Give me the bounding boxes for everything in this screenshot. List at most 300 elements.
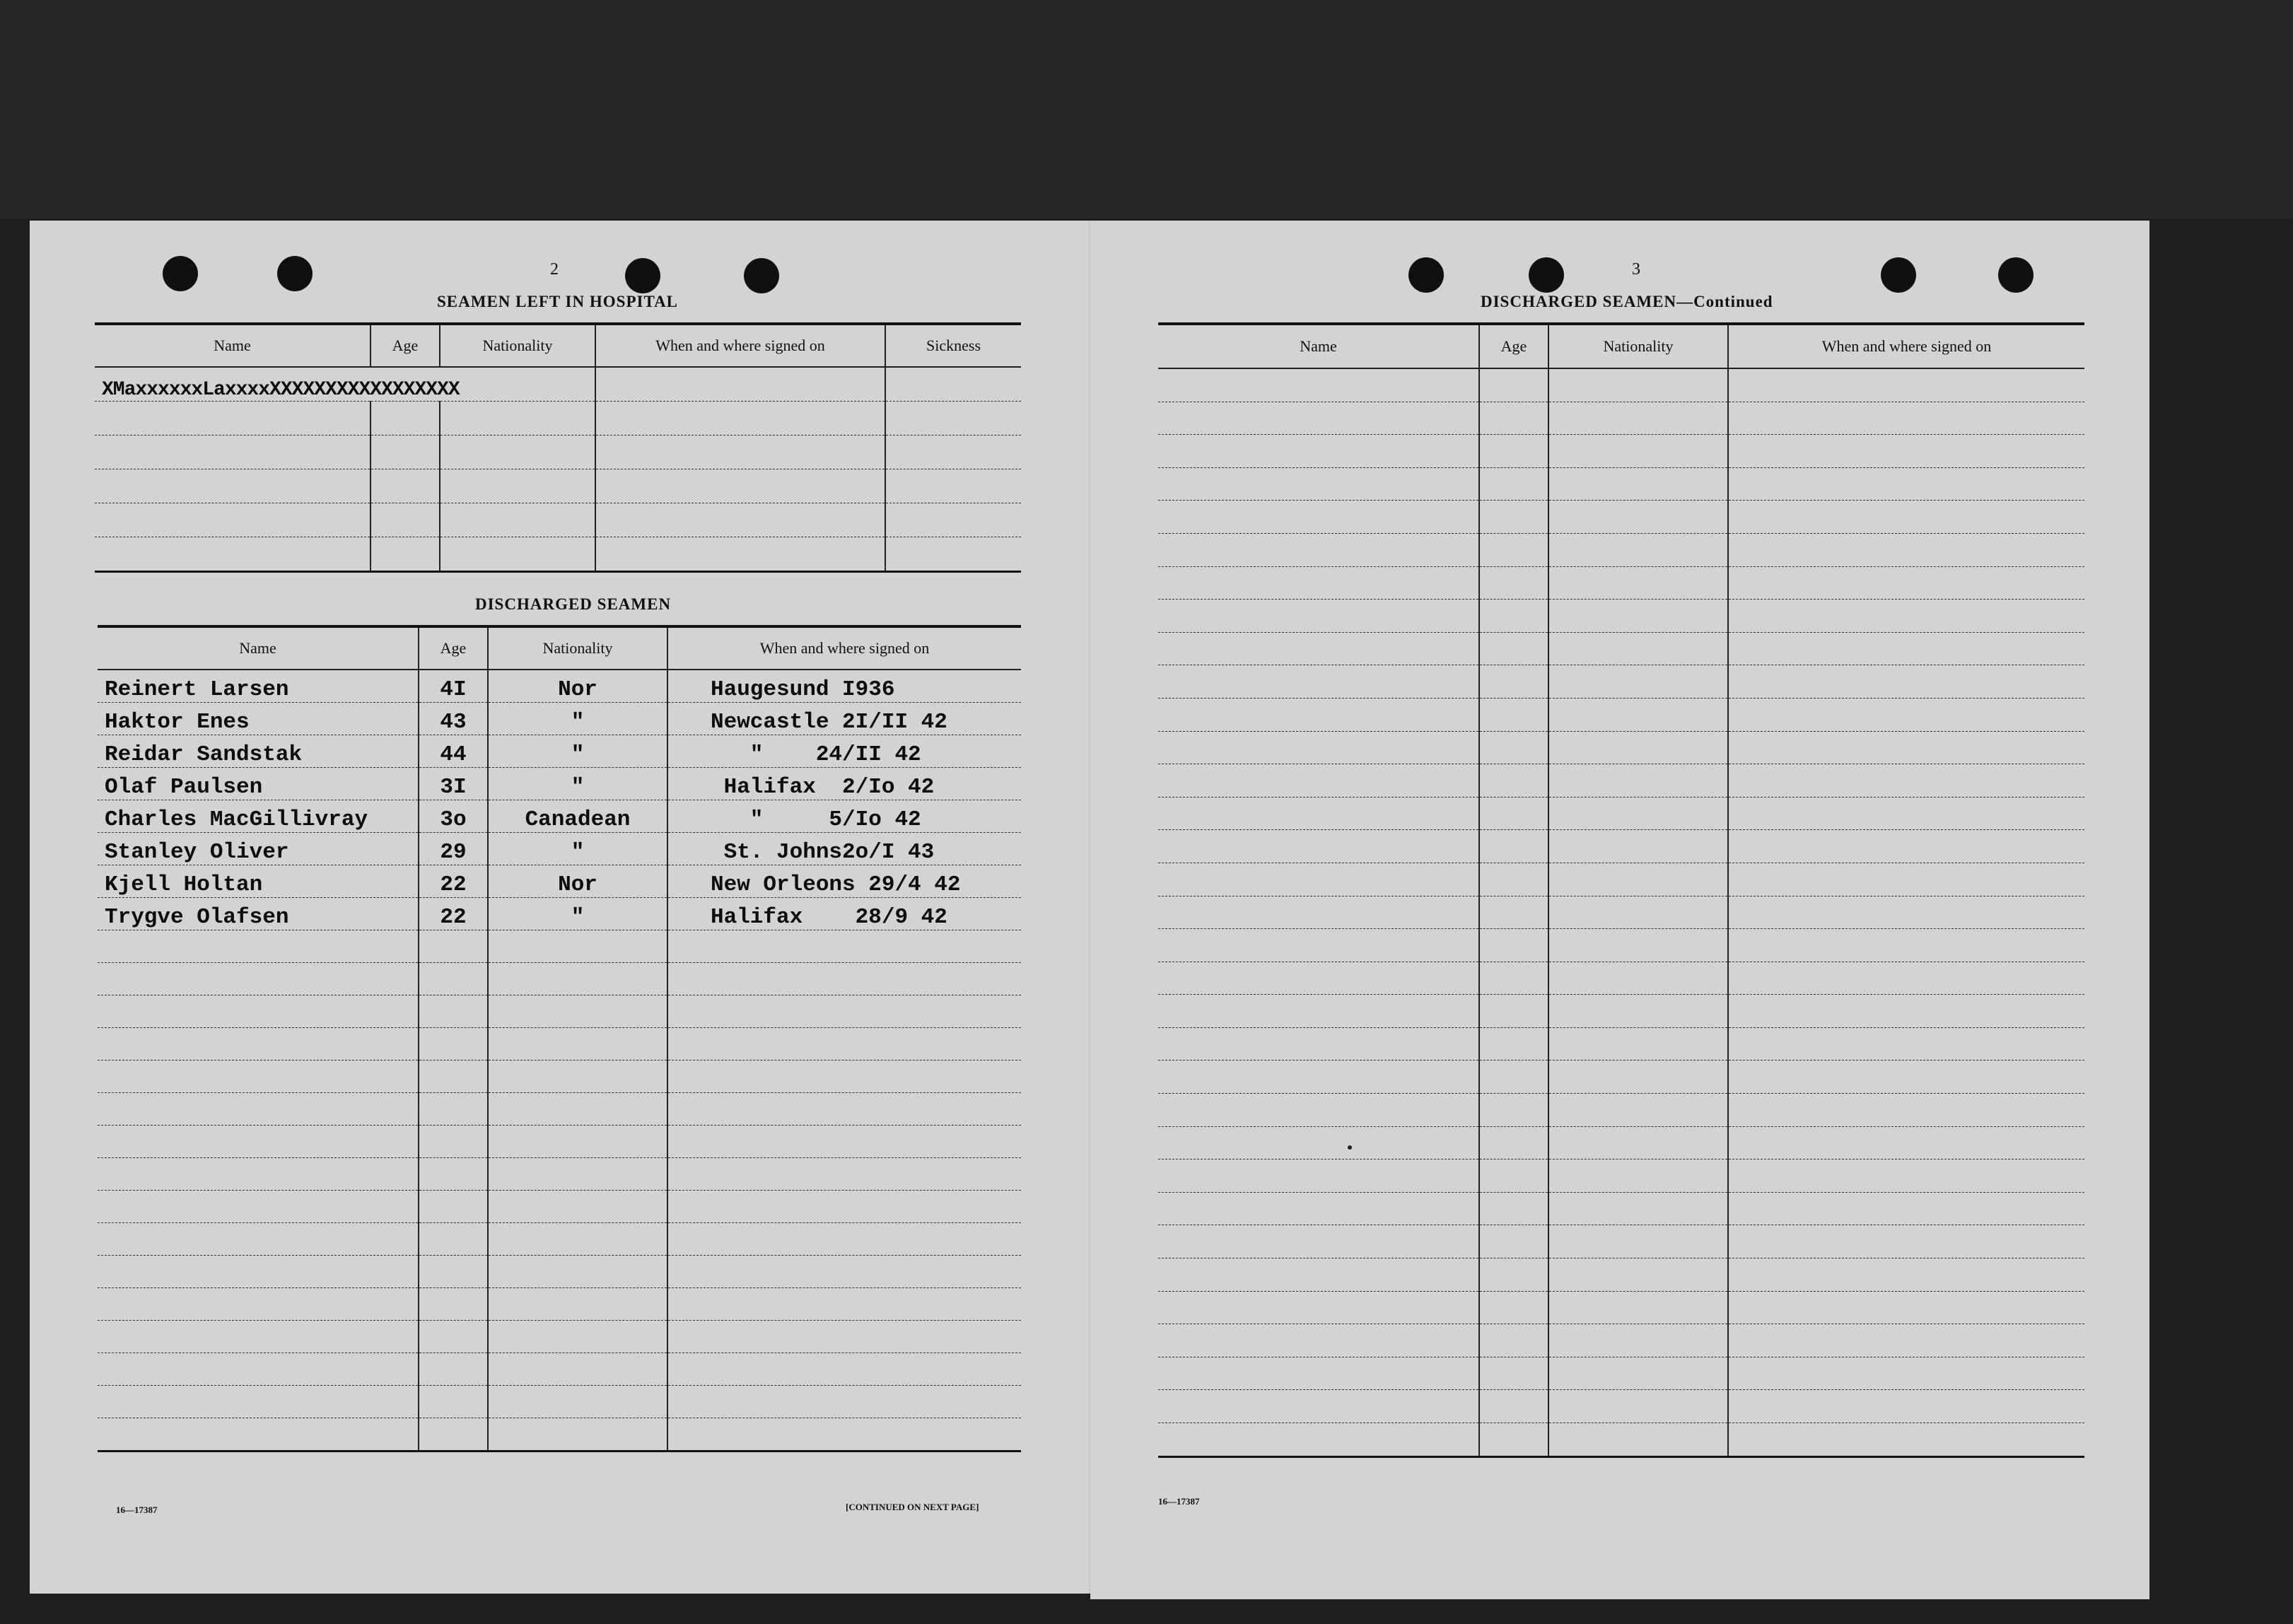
- table-cell: [1479, 764, 1548, 798]
- table-cell: [1479, 632, 1548, 665]
- table-cell: [1548, 731, 1728, 764]
- table-cell: Nor: [488, 670, 667, 703]
- table-cell: [419, 1418, 488, 1451]
- table-cell: " 5/Io 42: [667, 800, 1021, 833]
- table-row: [98, 1158, 1021, 1191]
- binder-hole: [1998, 257, 2034, 293]
- table-cell: [1158, 1357, 1479, 1390]
- table-cell: 22: [419, 865, 488, 898]
- table-cell: [1548, 1126, 1728, 1159]
- table-cell: Halifax 2/Io 42: [667, 768, 1021, 800]
- table-cell: [667, 995, 1021, 1028]
- table-cell: [1158, 731, 1479, 764]
- table-row: [1158, 402, 2084, 435]
- table-cell: [1728, 1324, 2084, 1357]
- table-cell: [419, 1158, 488, 1191]
- table-cell: [1158, 1192, 1479, 1225]
- table-row: [98, 1288, 1021, 1321]
- table-cell: [95, 436, 371, 469]
- column-header-name: Name: [95, 324, 371, 367]
- table-cell: [1548, 1390, 1728, 1423]
- table-cell: [1548, 1225, 1728, 1258]
- table-row: [1158, 764, 2084, 798]
- table-row: [98, 1386, 1021, 1418]
- table-cell: [98, 995, 419, 1028]
- table-cell: [1548, 929, 1728, 962]
- table-row: [98, 1353, 1021, 1386]
- table-cell: [1479, 995, 1548, 1028]
- table-cell: [1548, 1324, 1728, 1357]
- table-row: [98, 800, 1021, 833]
- table-cell: Haktor Enes: [98, 703, 419, 735]
- table-row: [1158, 698, 2084, 731]
- table-cell: [1479, 1357, 1548, 1390]
- table-row: [1158, 830, 2084, 863]
- table-cell: [1479, 698, 1548, 731]
- table-cell: [371, 469, 440, 503]
- table-row: [95, 469, 1021, 503]
- table-cell: [1479, 1061, 1548, 1094]
- table-cell: Nor: [488, 865, 667, 898]
- table-cell: [1158, 1126, 1479, 1159]
- table-cell: [488, 995, 667, 1028]
- table-cell: [1158, 1027, 1479, 1061]
- table-cell: [667, 1353, 1021, 1386]
- table-row: [1158, 501, 2084, 534]
- table-cell: [1728, 600, 2084, 633]
- table-cell: [667, 1061, 1021, 1093]
- table-cell: ": [488, 768, 667, 800]
- table-row: [1158, 566, 2084, 600]
- continued-section-title: DISCHARGED SEAMEN—Continued: [1481, 293, 1773, 310]
- table-cell: [1158, 698, 1479, 731]
- table-cell: Stanley Oliver: [98, 833, 419, 865]
- table-cell: [1728, 929, 2084, 962]
- table-cell: [98, 1353, 419, 1386]
- table-cell: [595, 469, 885, 503]
- table-row: [1158, 1192, 2084, 1225]
- table-cell: [488, 1386, 667, 1418]
- table-cell: [1158, 764, 1479, 798]
- column-header-nationality: Nationality: [1548, 324, 1728, 368]
- form-number: 16—17387: [116, 1505, 158, 1515]
- table-cell: [1728, 830, 2084, 863]
- table-row: [98, 1093, 1021, 1126]
- table-cell: [1158, 1159, 1479, 1193]
- column-header-nationality: Nationality: [488, 626, 667, 670]
- table-cell: [98, 1028, 419, 1061]
- table-cell: 3o: [419, 800, 488, 833]
- table-cell: [1548, 1094, 1728, 1127]
- table-cell: [595, 436, 885, 469]
- table-cell: [419, 1256, 488, 1288]
- table-cell: [1158, 1423, 1479, 1457]
- table-cell: [1479, 1423, 1548, 1457]
- table-cell: [440, 503, 595, 537]
- table-cell: [488, 1256, 667, 1288]
- table-cell: [1548, 501, 1728, 534]
- table-cell: [440, 402, 595, 436]
- table-row: [1158, 1324, 2084, 1357]
- table-cell: [1548, 1061, 1728, 1094]
- table-cell: [1548, 863, 1728, 896]
- table-cell: [1548, 764, 1728, 798]
- table-cell: [1548, 435, 1728, 468]
- table-cell: [595, 402, 885, 436]
- table-cell: Kjell Holtan: [98, 865, 419, 898]
- table-cell: [1728, 797, 2084, 830]
- table-cell: ": [488, 898, 667, 930]
- table-cell: [440, 469, 595, 503]
- table-cell: [371, 436, 440, 469]
- table-cell: [1479, 600, 1548, 633]
- table-row: [1158, 962, 2084, 995]
- table-cell: ": [488, 833, 667, 865]
- table-cell: [1158, 962, 1479, 995]
- table-cell: [1728, 533, 2084, 566]
- table-cell: [1479, 797, 1548, 830]
- table-cell: [419, 1191, 488, 1223]
- table-row: [1158, 896, 2084, 929]
- table-cell: [1479, 896, 1548, 929]
- table-row: [1158, 1258, 2084, 1292]
- table-row: [1158, 1291, 2084, 1324]
- table-row: [1158, 435, 2084, 468]
- table-cell: [488, 930, 667, 963]
- column-header-name: Name: [1158, 324, 1479, 368]
- table-cell: [1479, 533, 1548, 566]
- table-cell: [1728, 632, 2084, 665]
- table-row: [1158, 1390, 2084, 1423]
- table-cell: [1158, 501, 1479, 534]
- table-cell: [1158, 1225, 1479, 1258]
- page-number: 2: [550, 260, 559, 279]
- table-cell: [1728, 665, 2084, 699]
- ink-speck: [1348, 1145, 1352, 1150]
- table-cell: [1479, 1291, 1548, 1324]
- column-header-nationality: Nationality: [440, 324, 595, 367]
- column-header-sickness: Sickness: [885, 324, 1021, 367]
- table-row: [98, 1028, 1021, 1061]
- table-cell: Reidar Sandstak: [98, 735, 419, 768]
- table-cell: [667, 1093, 1021, 1126]
- table-cell: Haugesund I936: [667, 670, 1021, 703]
- table-cell: [419, 1028, 488, 1061]
- table-cell: [419, 1288, 488, 1321]
- table-row: [1158, 863, 2084, 896]
- table-row: [1158, 1027, 2084, 1061]
- column-header-name: Name: [98, 626, 419, 670]
- table-cell: [1158, 533, 1479, 566]
- table-row: [98, 963, 1021, 995]
- binder-hole: [1408, 257, 1444, 293]
- table-row: [98, 670, 1021, 703]
- table-cell: [1548, 1027, 1728, 1061]
- table-cell: [1548, 665, 1728, 699]
- table-cell: [1479, 1159, 1548, 1193]
- table-cell: [1479, 467, 1548, 501]
- hospital-table: [95, 322, 1021, 573]
- table-cell: [419, 1126, 488, 1158]
- table-cell: [667, 1126, 1021, 1158]
- table-cell: [419, 1061, 488, 1093]
- table-cell: [667, 1223, 1021, 1256]
- table-cell: [1728, 896, 2084, 929]
- table-cell: [98, 1288, 419, 1321]
- table-cell: [1479, 1390, 1548, 1423]
- table-cell: [1158, 797, 1479, 830]
- table-row: [1158, 1094, 2084, 1127]
- table-cell: [595, 537, 885, 572]
- table-row: [1158, 368, 2084, 402]
- table-cell: [1479, 731, 1548, 764]
- table-cell: [885, 469, 1021, 503]
- table-row: [98, 1191, 1021, 1223]
- table-cell: [488, 1321, 667, 1353]
- table-cell: [1548, 797, 1728, 830]
- table-cell: [1728, 1126, 2084, 1159]
- table-cell: [371, 537, 440, 572]
- table-cell: [419, 1223, 488, 1256]
- table-cell: [98, 1386, 419, 1418]
- table-cell: [1158, 368, 1479, 402]
- table-cell: [1158, 632, 1479, 665]
- table-cell: [1728, 731, 2084, 764]
- table-cell: [371, 503, 440, 537]
- table-cell: [1728, 1061, 2084, 1094]
- table-cell: [1158, 830, 1479, 863]
- table-cell: [1479, 863, 1548, 896]
- table-cell: [98, 1418, 419, 1451]
- table-row: [98, 703, 1021, 735]
- table-cell: [1728, 467, 2084, 501]
- table-cell: [595, 503, 885, 537]
- table-cell: [1728, 962, 2084, 995]
- table-cell: [1158, 929, 1479, 962]
- column-header-age: Age: [419, 626, 488, 670]
- table-cell: [1728, 764, 2084, 798]
- table-cell: [1728, 1225, 2084, 1258]
- table-cell: [1728, 566, 2084, 600]
- table-cell: [1479, 402, 1548, 435]
- column-header-age: Age: [371, 324, 440, 367]
- table-cell: 4I: [419, 670, 488, 703]
- table-cell: [667, 1418, 1021, 1451]
- table-cell: [419, 963, 488, 995]
- table-cell: [1548, 830, 1728, 863]
- column-header-signed-on: When and where signed on: [595, 324, 885, 367]
- table-cell: [98, 1321, 419, 1353]
- table-cell: Charles MacGillivray: [98, 800, 419, 833]
- table-cell: Newcastle 2I/II 42: [667, 703, 1021, 735]
- table-cell: [1548, 995, 1728, 1028]
- table-cell: Canadean: [488, 800, 667, 833]
- table-row: [1158, 1357, 2084, 1390]
- table-cell: [1158, 1390, 1479, 1423]
- column-header-signed-on: When and where signed on: [667, 626, 1021, 670]
- table-row: [1158, 797, 2084, 830]
- table-cell: 3I: [419, 768, 488, 800]
- table-row: [1158, 1126, 2084, 1159]
- table-cell: [1158, 435, 1479, 468]
- table-row: [98, 1256, 1021, 1288]
- binder-hole: [1881, 257, 1916, 293]
- table-cell: [488, 1158, 667, 1191]
- table-cell: [1158, 1094, 1479, 1127]
- table-row: [1158, 467, 2084, 501]
- table-cell: [95, 537, 371, 572]
- table-cell: [95, 402, 371, 436]
- scanner-background: [0, 0, 2293, 219]
- table-cell: [1548, 402, 1728, 435]
- table-cell: [667, 963, 1021, 995]
- table-cell: [1479, 665, 1548, 699]
- binder-hole: [625, 258, 660, 293]
- table-cell: [488, 1061, 667, 1093]
- table-cell: 29: [419, 833, 488, 865]
- table-cell: [98, 1093, 419, 1126]
- table-cell: [1548, 698, 1728, 731]
- table-header-row: [95, 324, 1021, 367]
- table-row: [1158, 731, 2084, 764]
- table-cell: [1548, 566, 1728, 600]
- table-cell: Reinert Larsen: [98, 670, 419, 703]
- table-cell: [1479, 1027, 1548, 1061]
- continued-table: [1158, 322, 2084, 1458]
- table-cell: [1479, 1126, 1548, 1159]
- table-cell: ": [488, 703, 667, 735]
- table-cell: [419, 1321, 488, 1353]
- table-cell: Olaf Paulsen: [98, 768, 419, 800]
- table-cell: [419, 930, 488, 963]
- discharged-table: [98, 625, 1021, 1452]
- table-cell: [419, 1093, 488, 1126]
- table-header-row: [98, 626, 1021, 670]
- table-cell: [1158, 467, 1479, 501]
- table-row: [1158, 995, 2084, 1028]
- table-cell: [667, 1321, 1021, 1353]
- table-cell: [1548, 962, 1728, 995]
- table-cell: [1728, 501, 2084, 534]
- table-cell: [1158, 1061, 1479, 1094]
- table-cell: [1158, 995, 1479, 1028]
- table-cell: [1479, 962, 1548, 995]
- table-cell: [1728, 1423, 2084, 1457]
- table-cell: [1548, 632, 1728, 665]
- table-cell: [1728, 1094, 2084, 1127]
- table-cell: [1728, 435, 2084, 468]
- table-row: [1158, 1423, 2084, 1457]
- table-header-row: [1158, 324, 2084, 368]
- table-cell: 44: [419, 735, 488, 768]
- hospital-section-title: SEAMEN LEFT IN HOSPITAL: [437, 293, 679, 310]
- table-cell: [95, 503, 371, 537]
- table-cell: [98, 930, 419, 963]
- table-row: [1158, 665, 2084, 699]
- table-cell: [488, 1191, 667, 1223]
- table-cell: [1728, 863, 2084, 896]
- table-cell: [98, 1061, 419, 1093]
- binder-hole: [163, 256, 198, 291]
- table-cell: [1158, 1258, 1479, 1292]
- table-cell: [1548, 1159, 1728, 1193]
- table-cell: [1479, 1094, 1548, 1127]
- table-row: [1158, 1225, 2084, 1258]
- table-cell: [1479, 368, 1548, 402]
- table-cell: [1728, 368, 2084, 402]
- table-cell: [1728, 1027, 2084, 1061]
- table-cell: [1479, 929, 1548, 962]
- table-cell: [667, 1191, 1021, 1223]
- continued-note: [CONTINUED ON NEXT PAGE]: [846, 1502, 979, 1512]
- table-cell: [1728, 995, 2084, 1028]
- table-cell: [1728, 1192, 2084, 1225]
- binder-hole: [1529, 257, 1564, 293]
- table-cell: [95, 469, 371, 503]
- table-cell: [667, 1158, 1021, 1191]
- table-row: [98, 735, 1021, 768]
- table-row: [98, 1061, 1021, 1093]
- table-cell: 22: [419, 898, 488, 930]
- table-row: [98, 833, 1021, 865]
- table-cell: [440, 436, 595, 469]
- table-cell: [488, 1418, 667, 1451]
- table-cell: [1728, 1357, 2084, 1390]
- table-cell: [419, 1386, 488, 1418]
- table-cell: [1479, 830, 1548, 863]
- table-row: [1158, 1061, 2084, 1094]
- table-cell: [98, 1126, 419, 1158]
- table-cell: [1548, 1192, 1728, 1225]
- table-cell: [1728, 402, 2084, 435]
- form-number: 16—17387: [1158, 1496, 1200, 1507]
- table-row: [95, 436, 1021, 469]
- table-cell: [1728, 1258, 2084, 1292]
- table-row: [1158, 929, 2084, 962]
- table-cell: [488, 1093, 667, 1126]
- table-cell: [885, 503, 1021, 537]
- table-cell: [885, 537, 1021, 572]
- table-row: [95, 402, 1021, 436]
- table-cell: [1728, 698, 2084, 731]
- table-row: [98, 865, 1021, 898]
- table-cell: [667, 1386, 1021, 1418]
- table-cell: [1479, 1225, 1548, 1258]
- table-row: [98, 1126, 1021, 1158]
- table-cell: [1158, 566, 1479, 600]
- table-cell: [1158, 1324, 1479, 1357]
- table-row: [1158, 533, 2084, 566]
- table-cell: [1548, 467, 1728, 501]
- table-cell: [371, 402, 440, 436]
- table-row: [98, 1321, 1021, 1353]
- table-cell: [1158, 600, 1479, 633]
- right-page: [1090, 221, 2149, 1599]
- table-row: [98, 1418, 1021, 1451]
- table-row: [95, 537, 1021, 572]
- table-cell: [1728, 1291, 2084, 1324]
- discharged-section-title: DISCHARGED SEAMEN: [475, 595, 672, 613]
- table-cell: [98, 1191, 419, 1223]
- binder-hole: [744, 258, 779, 293]
- table-cell: [1479, 1192, 1548, 1225]
- table-cell: [667, 1288, 1021, 1321]
- table-row: [98, 1223, 1021, 1256]
- table-row: [98, 768, 1021, 800]
- table-cell: [667, 1028, 1021, 1061]
- table-cell: [1479, 566, 1548, 600]
- table-cell: [98, 1256, 419, 1288]
